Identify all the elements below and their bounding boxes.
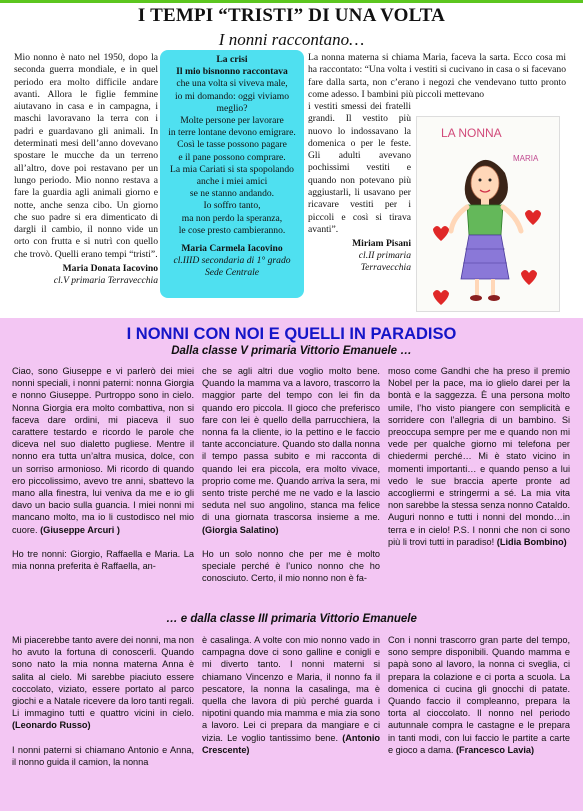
poem-line: Così le tasse possono pagare: [177, 139, 287, 151]
poem-line: Molte persone per lavorare: [180, 115, 284, 127]
article-maria-donata: [14, 52, 158, 287]
article-text: [388, 365, 570, 548]
article-text: La nonna materna si chiama Maria, faceva la sarta. Ecco cosa mi ha raccontato: “Una volta i vestiti si cucivano in casa o si facevano fare dalla sarta, non c’erano i negozi che vendevano tutto pronto come adesso. I bambini più piccoli mettevano: [308, 52, 566, 100]
article-paragraph: Mi piacerebbe tanto avere dei nonni, ma non ho avuto la fortuna di conoscerli. Quando sono nato la mia nonna materna Anna è salita al cielo. Mi sarebbe piaciuto essere coccolato, viziato, essere portato al parco giochi e a Natale ricevere da loro tanti regali. Li immagino tutti e quattro vicini in cielo.: [12, 635, 194, 719]
article-author: (Lidia Bombino): [496, 536, 567, 547]
article-col-2: [202, 365, 380, 584]
skirt-shape: [461, 235, 509, 279]
article-col-5: [202, 634, 380, 756]
article-author: (Francesco Lavia): [455, 744, 535, 755]
child-drawing-nonna-maria: [416, 116, 560, 312]
article-text: Ho tre nonni: Giorgio, Raffaella e Maria. La mia nonna preferita è Raffaella, an-: [12, 548, 194, 572]
article-miriam-top: [308, 52, 566, 101]
arm-shape: [451, 207, 467, 231]
poem-box-la-crisi: [160, 50, 304, 298]
article-author: Maria Donata Iacovino: [62, 263, 158, 275]
shoe-shape: [470, 295, 482, 301]
article-author: Miriam Pisani: [352, 238, 411, 250]
article-text: [202, 365, 380, 536]
poem-line: io mi domando: oggi viviamo meglio?: [174, 90, 290, 114]
article-paragraph: moso come Gandhi che ha preso il premio Nobel per la pace, ma io glielo darei per la bontà e la saggezza. È una persona molto umile, l’ho visto piangere con semplicità e sorridere con l’allegria di un bambino. Si preoccupa sempre per me e quando non mi vede per qualche giorno mi telefona per chiedermi perché… Mi è stato vicino in momenti importanti… e quando penso a lui vedo le sue braccia aperte pronte ad accogliermi e stringermi a sé. La mia vita non sarebbe la stessa senza nonno Cataldo. Auguri nonno e tutti i nonni del mondo…in terra e in cielo! P.S. I nonni che non ci sono più li trovi tutti in paradiso!: [388, 366, 570, 547]
drawing-label-1: LA NONNA: [441, 126, 502, 140]
article-class: cl.V primaria Terravecchia: [53, 275, 158, 287]
article-col-6: [388, 634, 570, 756]
heart-icon: [521, 270, 537, 285]
article-paragraph: Con i nonni trascorro gran parte del tempo, sono sempre disponibili. Quando mamma e papà sono al lavoro, la nonna ci sveglia, ci prepara la colazione e ci porta a scuola. La domenica ci cucina gli gnocchi di patate. Quando faccio il compleanno, prepara la torta al cioccolato. Il nonno nel periodo autunnale compra le castagne e le prepara in tanti modi, con lui faccio le partite a carte e gioco a dama.: [388, 635, 570, 755]
arm-shape: [503, 207, 521, 231]
poem-line: che una volta si viveva male,: [176, 78, 288, 90]
heart-icon: [525, 210, 541, 225]
poem-title: La crisi: [216, 54, 248, 65]
poem-author: Maria Carmela Iacovino: [181, 243, 283, 255]
article-paragraph: Ciao, sono Giuseppe e vi parlerò dei miei nonni speciali, i nonni paterni: nonna Giorgia e nonno Giuseppe. Purtroppo sono in cielo. Nonna Giorgia era molto combattiva, non si faceva dare ordini, mi piaceva il suo carattere testardo e ricordo le parole che diceva nel suo dialetto pugliese. Mentre il nonno era tutta un’altra musica, dolce, con un sorriso armonioso. Mi ricordo di quando ero piccolissimo, avevo tre anni, sbattevo la mano alla finestra, lui veniva da me e io gli davo un bacio sulla guancia. I miei nonni mi mancano molto, ma io li custodisco nel mio cuore.: [12, 366, 194, 535]
poem-line: La mia Cariati si sta spopolando: [170, 163, 294, 175]
poem-line: ma non perdo la speranza,: [181, 212, 283, 224]
article-text: [388, 634, 570, 756]
article-col-1: [12, 365, 194, 572]
neck-shape: [481, 199, 489, 205]
article-author: (Giorgia Salatino): [202, 524, 279, 535]
article-text: Ho un solo nonno che per me è molto speciale perché è l’unico nonno che ho conosciuto. Certo, il mio nonno non è fa-: [202, 548, 380, 584]
heart-icon: [433, 290, 449, 305]
heart-icon: [433, 226, 449, 241]
article-text: i vestiti smessi dei fratelli grandi. Il vestito più nuovo lo indossavano la domenica o per le feste. Gli adulti avevano pochissimi vestiti e quando non potevano più aggiustarli, li usavano per ricavare vestiti per i piccoli e così si tirava avanti”.: [308, 101, 411, 235]
eye-icon: [489, 179, 492, 182]
shoe-shape: [488, 295, 500, 301]
poem-line: le cose presto cambieranno.: [178, 224, 286, 236]
article-paragraph: è casalinga. A volte con mio nonno vado in campagna dove ci sono galline e conigli e mi diverto tanto. I nonni materni si chiamano Vincenzo e Maria, il nonno fa il pescatore, la nonna la casalinga, ma è quella che lavora di più perché guarda i nipotini quando mia mamma e mia zia sono a lavoro. Lei ci prepara da mangiare e ci vizia. Le voglio tantissimo bene.: [202, 635, 380, 743]
drawing-label-2: MARIA: [513, 154, 539, 163]
article-col-3: [388, 365, 570, 548]
poem-class: cl.IIID secondaria di 1° grado: [173, 255, 291, 267]
poem-school: Sede Centrale: [204, 267, 260, 279]
section2-subtitle: Dalla classe V primaria Vittorio Emanuele …: [171, 345, 412, 357]
eye-icon: [479, 179, 482, 182]
torso-shape: [467, 205, 503, 235]
poem-line: se ne stanno andando.: [189, 188, 275, 200]
section2-title: I NONNI CON NOI E QUELLI IN PARADISO: [126, 325, 457, 343]
article-text: Mio nonno è nato nel 1950, dopo la seconda guerra mondiale, e in quel periodo era molto difficile andare avanti. Allora le figlie femmine aiutavano in casa e in campagna, i maschi lavoravano la terra con i padri e guardavano gli animali. In determinati mesi dell’anno dovevano spostare le mucche da un terreno all’altro, dove poi restavano per un lungo periodo. Mio nonno restava a fare la guardia agli animali giorno e notte, anche senza cibo. Un giorno che suo padre si era dimenticato di dargli il cambio, il nonno vide un orto con frutta e si nutrì con quello che trovò. Quelli erano tempi “tristi”.: [14, 52, 158, 260]
poem-line: Il mio bisnonno raccontava: [176, 66, 288, 78]
poem-line: Io soffro tanto,: [203, 200, 261, 212]
article-col-4: [12, 634, 194, 768]
article-text: [12, 365, 194, 536]
face-shape: [471, 166, 499, 200]
poem-line: in terre lontane devono emigrare.: [168, 127, 296, 139]
article-author: (Giuseppe Arcuri ): [40, 524, 120, 535]
article-author: (Antonio Crescente): [202, 732, 380, 755]
article-miriam-bottom: [308, 101, 411, 274]
poem-line: e il pane possono comprare.: [178, 151, 286, 163]
section1-subtitle: I nonni raccontano…: [218, 30, 365, 49]
section2-subtitle-2: … e dalla classe III primaria Vittorio Emanuele: [166, 613, 417, 625]
article-text: [12, 634, 194, 732]
leg-shape: [475, 279, 479, 295]
article-author: (Leonardo Russo): [12, 720, 91, 731]
article-paragraph: che se agli altri due voglio molto bene. Quando la mamma va a lavoro, trascorro la maggior parte del tempo con lei fin da quando ero piccola. Il gioco che preferisco fare con lei è quello della parrucchiera, la nonna fa la cliente, io la pettino e le faccio tante acconciature. Quando sto dalla nonna il tempo passa subito e mi racconta di quando lei era piccola, era molto vivace, proprio come me. Quando arriva la sera, mi sento triste perché me ne vado e la lascio seduta nel suo angolino, stanca ma felice di una giornata trascorsa insieme a me.: [202, 366, 380, 523]
article-text: [202, 634, 380, 756]
leg-shape: [491, 279, 495, 295]
drawing-svg: [417, 117, 561, 313]
article-class: cl.II primaria: [358, 250, 411, 262]
article-text: I nonni paterni si chiamano Antonio e Anna, il nonno guida il camion, la nonna: [12, 744, 194, 767]
poem-line: anche i miei amici: [196, 176, 268, 188]
section1-title: I TEMPI “TRISTI” DI UNA VOLTA: [137, 5, 446, 26]
article-school: Terravecchia: [360, 262, 411, 274]
